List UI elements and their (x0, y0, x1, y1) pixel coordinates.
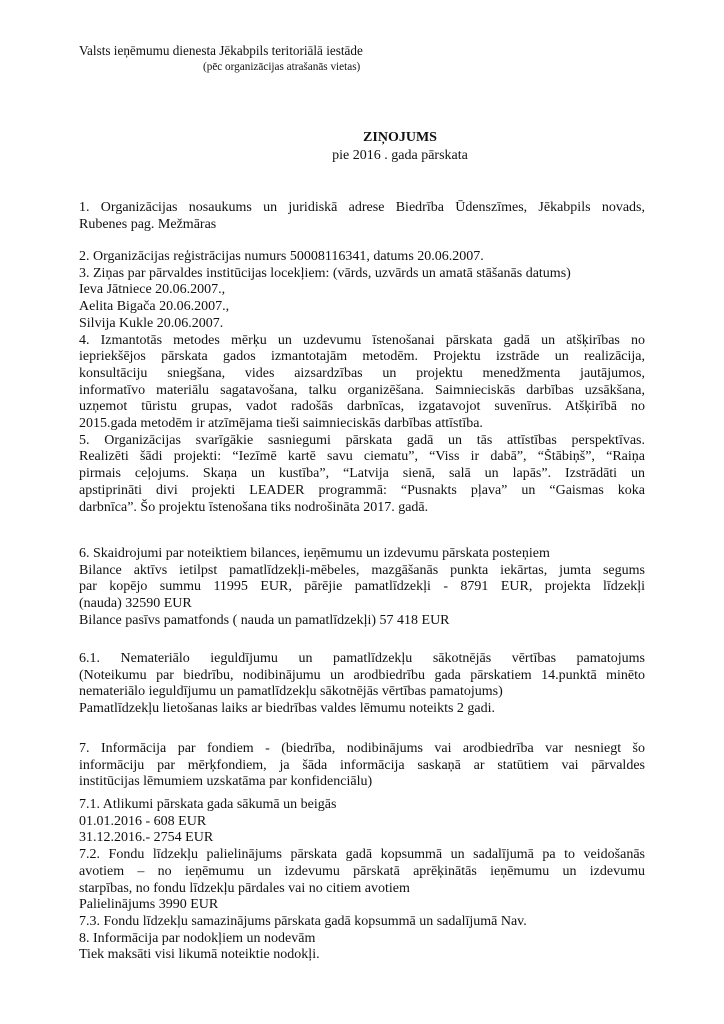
paragraph-line: Realizēti šādi projekti: “Iezīmē kartē savu ciematu”, “Viss ir dabā”, “Štābiņš”, “Raiņa (79, 449, 645, 465)
section-7-funds-information (79, 741, 645, 791)
paragraph-line: 7. Informācija par fondiem - (biedrība, nodibinājums vai arodbiedrība var nesniegt šo (79, 741, 645, 756)
paragraph-line: 6.1. Nemateriālo ieguldījumu un pamatlīdzekļu sākotnējās vērtības pamatojums (79, 651, 645, 666)
paragraph-line: uzņemot tūristu grupas, vadot radošās darbnīcas, izgatavojot suvenīrus. Atšķirībā no (79, 399, 645, 415)
paragraph-line: Ieva Jātniece 20.06.2007., (79, 282, 226, 298)
paragraph-line: 2015.gada metodēm ir atzīmējama tieši saimnieciskās darbības attīstība. (79, 416, 483, 432)
paragraph-line: iepriekšējos pārskata gados izmantotajām metodēm. Projektu izstrāde un realizācija, (79, 349, 645, 365)
paragraph-line: 5. Organizācijas svarīgākie sasniegumi pārskata gadā un tās attīstības perspektīvas. (79, 432, 645, 448)
institution-name: Valsts ieņēmumu dienesta Jēkabpils teritoriālā iestāde (79, 43, 363, 58)
paragraph-line: avotiem – no ieņēmumu un izdevumu pārskatā aprēķinātās ieņēmumu un izdevumu (79, 863, 645, 879)
section-1-organization-name (79, 200, 645, 233)
paragraph-line: 4. Izmantotās metodes mērķu un uzdevumu īstenošanai pārskata gadā un atšķirības no (79, 332, 645, 348)
paragraph-line: nemateriālo ieguldījumu un pamatlīdzekļu sākotnējās vērtības pamatojums) (79, 684, 503, 700)
paragraph-line: (nauda) 32590 EUR (79, 596, 192, 612)
paragraph-line: Rubenes pag. Mežmāras (79, 216, 217, 232)
section-6-1-intangible-assets (79, 651, 645, 718)
paragraph-line: starpības, no fondu līdzekļu pārdales vai no citiem avotiem (79, 880, 410, 896)
paragraph-line: 2. Organizācijas reģistrācijas numurs 50008116341, datums 20.06.2007. (79, 249, 484, 264)
sections-7-1-to-8 (79, 797, 645, 964)
paragraph-line: 31.12.2016.- 2754 EUR (79, 830, 214, 846)
section-6-balance-explanations (79, 546, 645, 630)
paragraph-line: Silvija Kukle 20.06.2007. (79, 315, 224, 331)
paragraph-line: informāciju par mērķfondiem, ja šāda informācija saskaņā ar statūtiem vai pārvaldes (79, 757, 645, 773)
paragraph-line: darbnīca”. Šo projektu īstenošana tiks nodrošināta 2017. gadā. (79, 499, 429, 515)
document-subtitle: pie 2016 . gada pārskata (332, 148, 468, 163)
paragraph-line: 7.2. Fondu līdzekļu palielinājums pārskata gadā kopsummā un sadalījumā pa to veidošanās (79, 847, 645, 863)
paragraph-line: 7.1. Atlikumi pārskata gada sākumā un beigās (79, 797, 337, 812)
paragraph-line: konsultāciju sniegšana, vides aizsardzības un projektu menedžmenta jautājumos, (79, 365, 645, 381)
paragraph-line: Bilance aktīvs ietilpst pamatlīdzekļi-mēbeles, mazgāšanās punkta iekārtas, jumta segums (79, 562, 645, 578)
paragraph-line: 01.01.2016 - 608 EUR (79, 813, 207, 829)
paragraph-line: 8. Informācija par nodokļiem un nodevām (79, 930, 316, 946)
paragraph-line: Palielinājums 3990 EUR (79, 897, 219, 913)
sections-2-to-5 (79, 249, 645, 516)
paragraph-line: Bilance pasīvs pamatfonds ( nauda un pamatlīdzekļi) 57 418 EUR (79, 612, 450, 628)
location-note: (pēc organizācijas atrašanās vietas) (203, 61, 361, 73)
paragraph-line: 3. Ziņas par pārvaldes institūcijas locekļiem: (vārds, uzvārds un amatā stāšanās datums) (79, 265, 571, 281)
paragraph-line: 1. Organizācijas nosaukums un juridiskā adrese Biedrība Ūdenszīmes, Jēkabpils novads, (79, 200, 645, 215)
paragraph-line: 6. Skaidrojumi par noteiktiem bilances, ieņēmumu un izdevumu pārskata posteņiem (79, 546, 550, 561)
paragraph-line: informatīvo materiālu sagatavošana, talku organizēšana. Saimnieciskās darbības uzsākšana, (79, 382, 645, 398)
paragraph-line: par kopējo summu 11995 EUR, pārējie pamatlīdzekļi - 8791 EUR, projekta līdzekļi (79, 579, 645, 595)
paragraph-line: 7.3. Fondu līdzekļu samazinājums pārskata gadā kopsummā un sadalījumā Nav. (79, 913, 527, 929)
paragraph-line: apstiprināti divi projekti LEADER programmā: “Pusnakts pļava” un “Gaismas koka (79, 482, 645, 498)
paragraph-line: (Noteikumu par biedrību, nodibinājumu un arodbiedrību gada pārskatiem 14.punktā minēto (79, 667, 645, 683)
paragraph-line: Pamatlīdzekļu lietošanas laiks ar biedrības valdes lēmumu noteikts 2 gadi. (79, 701, 496, 717)
paragraph-line: Tiek maksāti visi likumā noteiktie nodokļi. (79, 947, 320, 963)
paragraph-line: pirmais ceļojums. Skaņa un kustība”, “Latvija sienā, salā un lapās”. Izstrādāti un (79, 466, 645, 482)
paragraph-line: institūcijas lēmumiem uzskatāma par konfidenciālu) (79, 774, 373, 790)
document-title: ZIŅOJUMS (363, 130, 437, 145)
paragraph-line: Aelita Bigača 20.06.2007., (79, 299, 230, 315)
